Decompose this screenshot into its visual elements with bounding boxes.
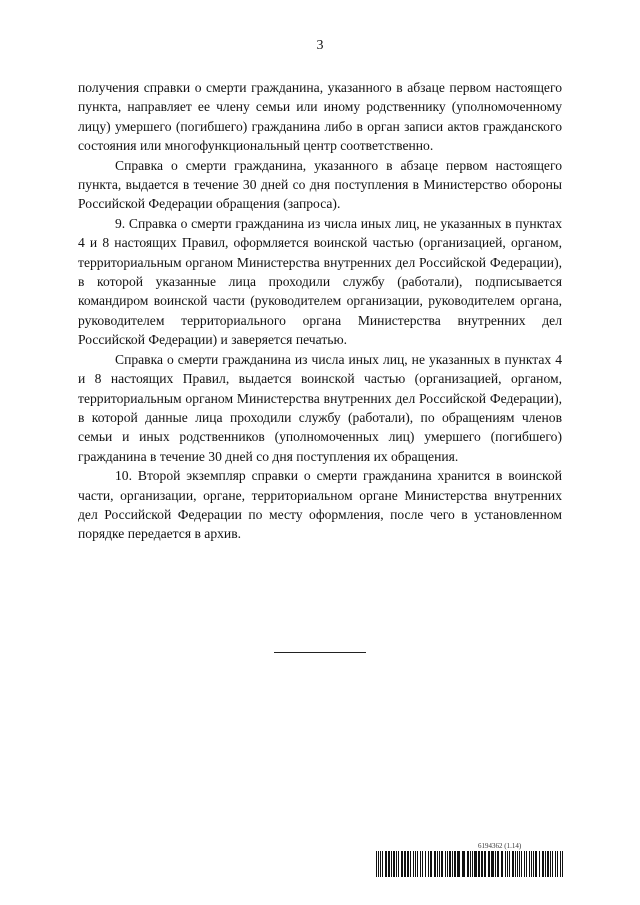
document-code: 6194362 (1.14): [478, 842, 522, 850]
document-body: [78, 78, 562, 544]
page-number: 3: [316, 38, 324, 53]
paragraph: Справка о смерти гражданина, указанного в абзаце первом настоящего пункта, выдается в течение 30 дней со дня поступления в Министерство обороны Российской Федерации обращения (запроса).: [78, 157, 562, 212]
paragraph-item-9: 9. Справка о смерти гражданина из числа иных лиц, не указанных в пунктах 4 и 8 настоящих Правил, оформляется воинской частью (организацией, органом, территориальным органом Министерства внутренних дел Российской Федерации), в которой указанные лица проходили службу (работали), подписывается командиром воинской части (руководителем организации, руководителем органа, руководителем территориального органа Министерства внутренних дел Российской Федерации) и заверяется печатью.: [78, 215, 562, 348]
paragraph-item-10: 10. Второй экземпляр справки о смерти гражданина хранится в воинской части, организации, органе, территориальном органе Министерства внутренних дел Российской Федерации по месту оформления, после чего в установленном порядке передается в архив.: [78, 468, 562, 542]
paragraph: Справка о смерти гражданина из числа иных лиц, не указанных в пунктах 4 и 8 настоящих Правил, выдается воинской частью (организацией, органом, территориальным органом Министерства внутренних дел Российской Федерации), в которой данные лица проходили службу (работали), по обращениям членов семьи и иных родственников (уполномоченных лиц) умершего (погибшего) гражданина в течение 30 дней со дня поступления их обращения.: [78, 351, 562, 464]
paragraph-continuation: получения справки о смерти гражданина, указанного в абзаце первом настоящего пункта, направляет ее члену семьи или иному родственнику (уполномоченному лицу) умершего (погибшего) гражданина либо в орган записи актов гражданского состояния или многофункциональный центр соответственно.: [78, 80, 562, 154]
barcode-icon: [376, 851, 563, 877]
closing-divider-line: [274, 652, 366, 653]
